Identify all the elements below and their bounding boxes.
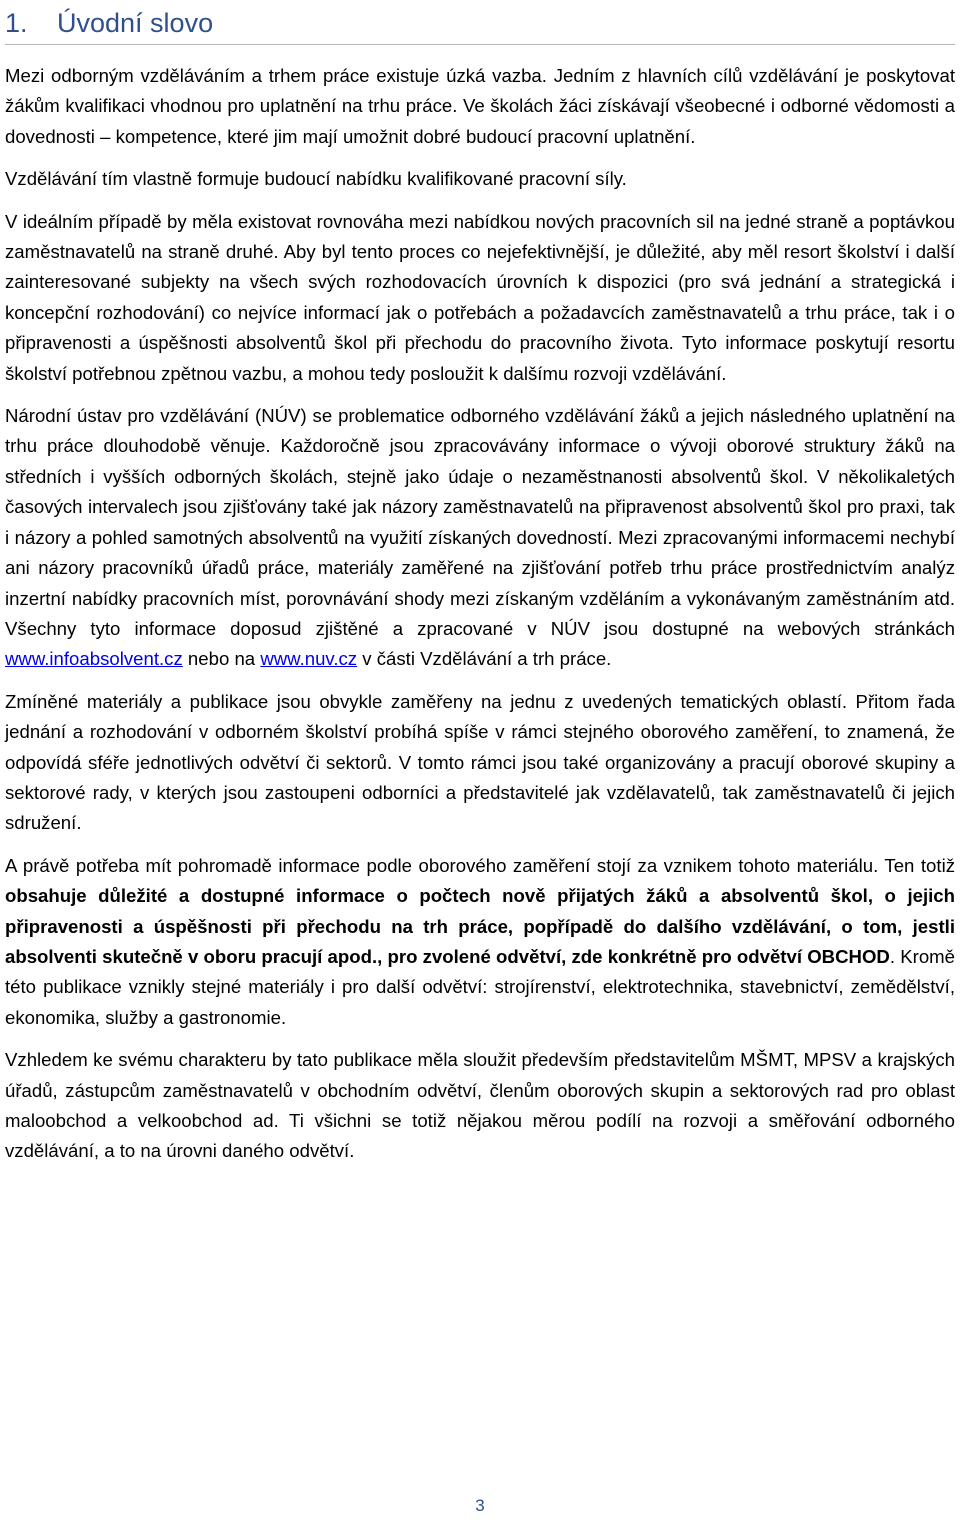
infoabsolvent-link[interactable]: www.infoabsolvent.cz [5,648,183,670]
document-body [5,61,955,1167]
document-page [5,0,955,1179]
paragraph-balance: V ideálním případě by měla existovat rovnováha mezi nabídkou nových pracovních sil na jedné straně a poptávkou zaměstnavatelů na straně druhé. Aby byl tento proces co nejefektivnější, je důležité, aby měl resort školství i další zainteresované subjekty na všech svých rozhodovacích úrovních k dispozici (pro svá jednání a strategická i koncepční rozhodování) co nejvíce informací jak o potřebách a požadavcích zaměstnavatelů a trhu práce, tak i o připravenosti a úspěšnosti absolventů škol při přechodu do pracovního života. Tyto informace poskytují resortu školství potřebnou zpětnou vazbu, a mohou tedy posloužit k dalšímu rozvoji vzdělávání. [5,210,955,384]
paragraph-purpose [5,851,955,1033]
paragraph-nuv-mid: nebo na [182,648,261,670]
paragraph-nuv [5,401,955,675]
paragraph-purpose-bold: obsahuje důležité a dostupné informace o počtech nově přijatých žáků a absolventů škol, o jejich připravenosti a úspěšnosti při přechodu na trh práce, popřípadě do dalšího vzdělávání, o tom, jestli absolventi skutečně v oboru pracují apod., pro zvolené odvětví, zde konkrétně pro odvětví OBCHOD [5,885,955,967]
paragraph-purpose-end: . Kromě této publikace vznikly stejné materiály i pro další odvětví: strojírenství, elektrotechnika, stavebnictví, zemědělství, ekonomika, služby a gastronomie. [5,945,955,1028]
page-number: 3 [475,1496,485,1515]
paragraph-purpose-start: A právě potřeba mít pohromadě informace podle oborového zaměření stojí za vznikem tohoto materiálu. Ten totiž [5,854,955,876]
paragraph-sectors: Zmíněné materiály a publikace jsou obvykle zaměřeny na jednu z uvedených tematických oblastí. Přitom řada jednání a rozhodování v odborném školství probíhá spíše v rámci stejného oborového zaměření, to znamená, že odpovídá sféře jednotlivých odvětví či sektorů. V tomto rámci jsou také organizovány a pracují oborové skupiny a sektorové rady, v kterých jsou zastoupeni odborníci a představitelé jak vzdělavatelů, tak zaměstnavatelů či jejich sdružení. [5,690,955,834]
nuv-link[interactable]: www.nuv.cz [260,648,358,670]
paragraph-audience: Vzhledem ke svému charakteru by tato publikace měla sloužit především představitelům MŠMT, MPSV a krajských úřadů, zástupcům zaměstnavatelů v obchodním odvětví, členům oborových skupin a sektorových rad pro oblast maloobchod a velkoobchod ad. Ti všichni se totiž nějakou měrou podílí na rozvoji a směřování odborného vzdělávání, a to na úrovni daného odvětví. [5,1049,955,1162]
paragraph-intro: Mezi odborným vzděláváním a trhem práce existuje úzká vazba. Jedním z hlavních cílů vzdělávání je poskytovat žákům kvalifikaci vhodnou pro uplatnění na trhu práce. Ve školách žáci získávají všeobecné i odborné vědomosti a dovednosti – kompetence, které jim mají umožnit dobré budoucí pracovní uplatnění. [5,65,955,147]
paragraph-nuv-end: v části Vzdělávání a trh práce. [357,648,612,670]
section-heading [5,6,955,45]
section-number: 1. [5,8,28,38]
paragraph-nuv-text: Národní ústav pro vzdělávání (NÚV) se problematice odborného vzdělávání žáků a jejich následného uplatnění na trhu práce dlouhodobě věnuje. Každoročně jsou zpracovávány informace o vývoji oborové struktury žáků na středních i vyšších odborných školách, stejně jako údaje o nezaměstnanosti absolventů škol. V několikaletých časových intervalech jsou zjišťovány také jak názory zaměstnavatelů na připravenost absolventů škol pro praxi, tak i názory a pohled samotných absolventů na využití získaných dovedností. Mezi zpracovanými informacemi nechybí ani názory pracovníků úřadů práce, materiály zaměřené na zjišťování potřeb trhu práce prostřednictvím analýz inzertní nabídky pracovních míst, porovnávání shody mezi získaným vzděláním a vykonávaným zaměstnáním atd. Všechny tyto informace doposud zjištěné a zpracované v NÚV jsou dostupné na webových stránkách [5,405,955,639]
paragraph-supply: Vzdělávání tím vlastně formuje budoucí nabídku kvalifikované pracovní síly. [5,168,627,190]
section-title: Úvodní slovo [57,8,214,38]
